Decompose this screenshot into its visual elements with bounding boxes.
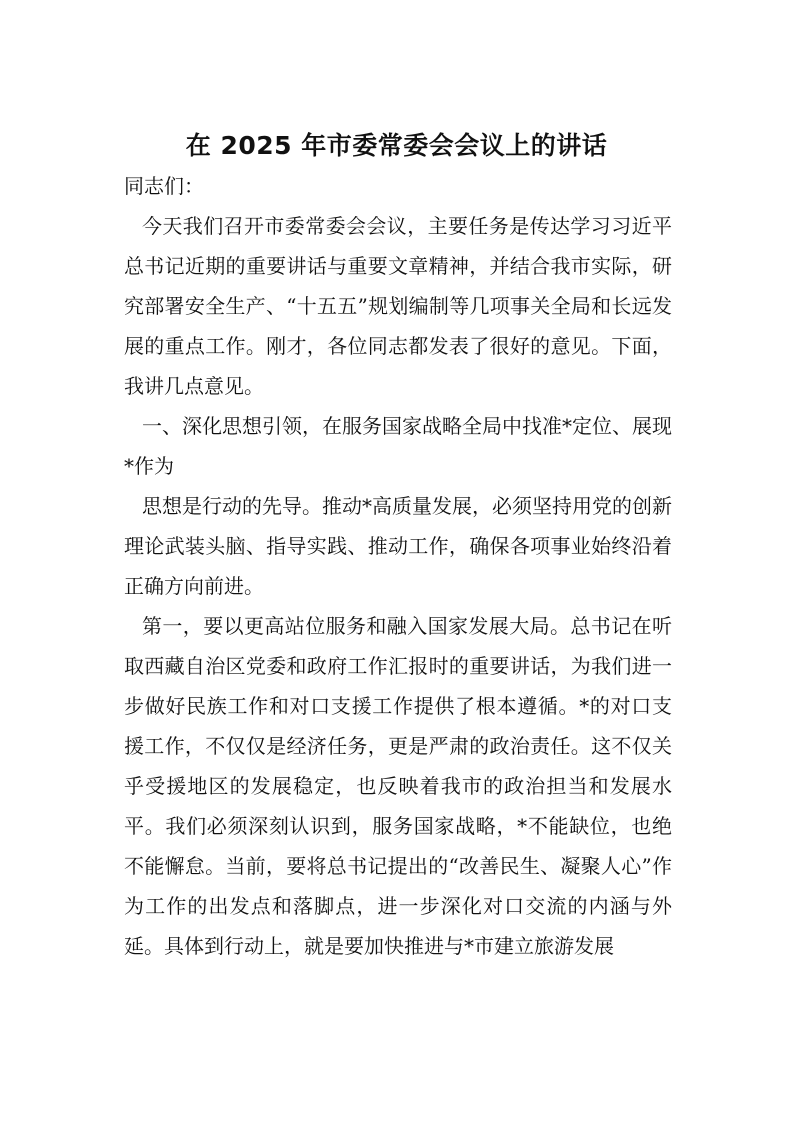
paragraph-first-point: 第一，要以更高站位服务和融入国家发展大局。总书记在听取西藏自治区党委和政府工作汇报时的重要讲话，为我们进一步做好民族工作和对口支援工作提供了根本遵循。*的对口支援工作，不仅仅是经济任务，更是严肃的政治责任。这不仅关乎受援地区的发展稳定，也反映着我市的政治担当和发展水平。我们必须深刻认识到，服务国家战略，*不能缺位，也绝不能懈怠。当前，要将总书记提出的“改善民生、凝聚人心”作为工作的出发点和落脚点，进一步深化对口交流的内涵与外延。具体到行动上，就是要加快推进与*市建立旅游发展 bbox=[124, 614, 672, 958]
salutation: 同志们： bbox=[124, 174, 204, 198]
paragraph-intro: 今天我们召开市委常委会会议，主要任务是传达学习习近平总书记近期的重要讲话与重要文章精神，并结合我市实际，研究部署安全生产、“十五五”规划编制等几项事关全局和长远发展的重点工作。刚才，各位同志都发表了很好的意见。下面，我讲几点意见。 bbox=[124, 214, 672, 398]
section-heading-1: 一、深化思想引领，在服务国家战略全局中找准*定位、展现*作为 bbox=[124, 414, 672, 478]
paragraph-thought-leading: 思想是行动的先导。推动*高质量发展，必须坚持用党的创新理论武装头脑、指导实践、推动工作，确保各项事业始终沿着正确方向前进。 bbox=[124, 494, 672, 598]
document-body bbox=[124, 166, 672, 966]
document-title: 在 2025 年市委常委会会议上的讲话 bbox=[185, 131, 608, 160]
